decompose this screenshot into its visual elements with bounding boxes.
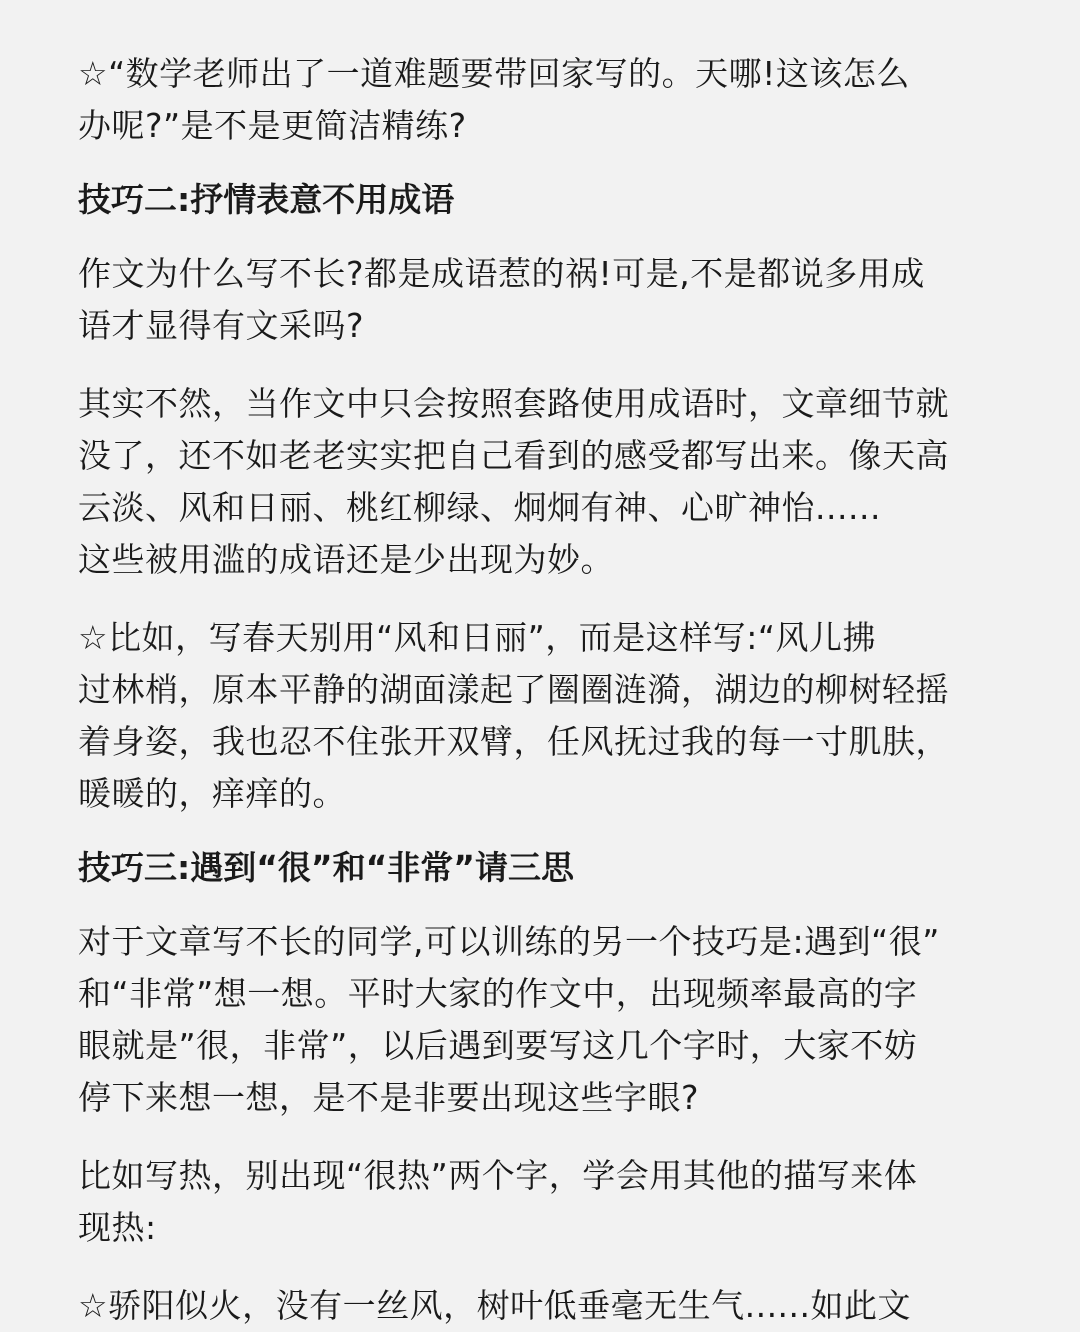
text-line: ☆比如，写春天别用“风和日丽”，而是这样写:“风儿拂 — [78, 618, 876, 657]
paragraph-spring-example — [78, 612, 1008, 820]
text-line: 这些被用滥的成语还是少出现为妙。 — [78, 540, 614, 579]
text-line: 语才显得有文采吗? — [78, 306, 365, 345]
text-line: ☆“数学老师出了一道难题要带回家写的。天哪!这该怎么 — [78, 54, 910, 93]
text-line: 没了，还不如老老实实把自己看到的感受都写出来。像天高 — [78, 436, 949, 475]
article-body — [78, 48, 1008, 1332]
paragraph-not-so — [78, 378, 1008, 586]
paragraph-why-short — [78, 248, 1008, 352]
text-line: 比如写热，别出现“很热”两个字，学会用其他的描写来体 — [78, 1156, 918, 1195]
text-line: 暖暖的，痒痒的。 — [78, 774, 346, 813]
text-line: 其实不然，当作文中只会按照套路使用成语时，文章细节就 — [78, 384, 949, 423]
paragraph-hot-example — [78, 1150, 1008, 1254]
section-heading-tip-three: 技巧三:遇到“很”和“非常”请三思 — [78, 848, 574, 887]
section-heading-tip-two: 技巧二:抒情表意不用成语 — [78, 180, 455, 219]
text-line: 过林梢，原本平静的湖面漾起了圈圈涟漪，湖边的柳树轻摇 — [78, 670, 949, 709]
paragraph-very-words — [78, 916, 1008, 1124]
text-line: 停下来想一想，是不是非要出现这些字眼? — [78, 1078, 700, 1117]
text-line: 办呢?”是不是更简洁精练? — [78, 106, 467, 145]
text-line: 和“非常”想一想。平时大家的作文中，出现频率最高的字 — [78, 974, 918, 1013]
text-line: 作文为什么写不长?都是成语惹的祸!可是,不是都说多用成 — [78, 254, 925, 293]
text-line: 云淡、风和日丽、桃红柳绿、炯炯有神、心旷神怡...... — [78, 488, 881, 527]
paragraph-math-example — [78, 48, 1008, 152]
text-line: 眼就是”很，非常”，以后遇到要写这几个字时，大家不妨 — [78, 1026, 918, 1065]
text-line: 着身姿，我也忍不住张开双臂，任风抚过我的每一寸肌肤， — [78, 722, 949, 761]
text-line: 现热: — [78, 1208, 157, 1247]
text-line: ☆骄阳似火，没有一丝风，树叶低垂毫无生气......如此文 — [78, 1286, 912, 1325]
paragraph-sun-example — [78, 1280, 1008, 1332]
text-line: 对于文章写不长的同学,可以训练的另一个技巧是:遇到“很” — [78, 922, 940, 961]
